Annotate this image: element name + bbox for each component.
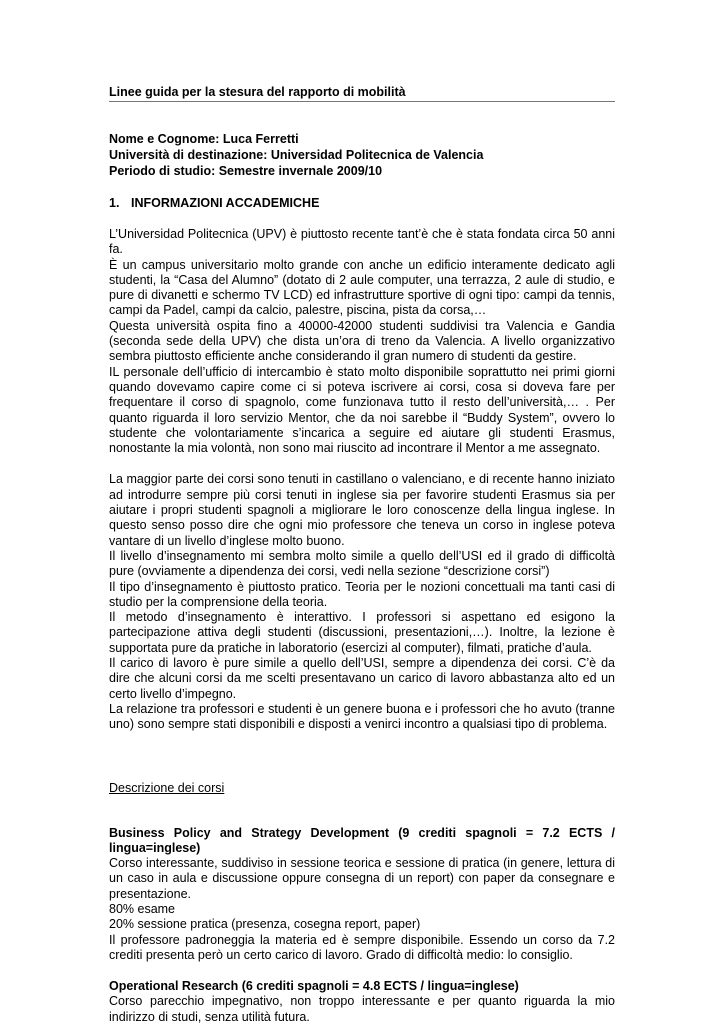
paragraph: L’Universidad Politecnica (UPV) è piuttosto recente tant’è che è stata fondata circa 50 anni fa.: [109, 227, 615, 257]
paragraph: Il livello d’insegnamento mi sembra molto simile a quello dell’USI ed il grado di difficoltà pure (ovviamente a dipendenza dei corsi, vedi nella sezione “descrizione corsi”): [109, 548, 615, 579]
course-line: Corso interessante, suddiviso in sessione teorica e sessione di pratica (in genere, lettura di un caso in aula e discussione oppure consegna di un report) con paper da consegnare e presentazione.: [109, 856, 615, 901]
course-operational-research: [109, 979, 615, 1025]
course-line: 80% esame: [109, 901, 176, 916]
section-number: 1.: [109, 196, 120, 210]
course-line: Il professore padroneggia la materia ed è sempre disponibile. Essendo un corso da 7.2 crediti presenta però un certo carico di lavoro. Grado di difficoltà medio: lo consiglio.: [109, 932, 615, 962]
paragraph: Il carico di lavoro è pure simile a quello dell’USI, sempre a dipendenza dei corsi. C’è da dire che alcuni corsi da me scelti presentavano un carico di lavoro abbastanza alto ed un certo livello d’impegno.: [109, 656, 615, 701]
course-line: Corso parecchio impegnativo, non troppo interessante e per quanto riguarda la mio indirizzo di studi, senza utilità futura.: [109, 994, 615, 1024]
paragraph: È un campus universitario molto grande con anche un edificio interamente dedicato agli studenti, la “Casa del Alumno” (dotato di 2 aule computer, una terrazza, 2 aule di studio, e pure di divanetti e schermo TV LCD) ed infrastrutture sportive di ogni tipo: campi da tennis, campi da Padel, campi da calcio, palestre, piscina, pista da corsa,…: [109, 257, 615, 318]
courses-heading: Descrizione dei corsi: [109, 780, 225, 795]
section-title: INFORMAZIONI ACCADEMICHE: [131, 196, 320, 210]
document-page: [109, 84, 615, 1025]
paragraph: La relazione tra professori e studenti è un genere buona e i professori che ho avuto (tranne uno) sono sempre stati disponibili e disposti a venirci incontro a qualsiasi tipo di problema.: [109, 701, 615, 732]
course-title: Business Policy and Strategy Development (9 crediti spagnoli = 7.2 ECTS / lingua=inglese): [109, 825, 615, 855]
student-info: [109, 131, 615, 179]
course-title: Operational Research (6 crediti spagnoli = 4.8 ECTS / lingua=inglese): [109, 979, 519, 994]
section-body-1: [109, 227, 615, 456]
paragraph: Questa università ospita fino a 40000-42000 studenti suddivisi tra Valencia e Gandia (seconda sede della UPV) che dista un’ora di treno da Valencia. A livello organizzativo sembra piuttosto efficiente anche considerando il gran numero di studenti da gestire.: [109, 318, 615, 364]
paragraph: IL personale dell’ufficio di intercambio è stato molto disponibile soprattutto nei primi giorni quando dovevamo capire come ci si poteva iscrivere ai corsi, cosa si doveva fare per frequentare il corso di spagnolo, come funzionava tutto il resto dell’università,… . Per quanto riguarda il loro servizio Mentor, che da noi sarebbe il “Buddy System”, ovvero lo studente che volontariamente s’incarica a seguire ed aiutare gli studenti Erasmus, nonostante la mia volontà, non sono mai riuscito ad incontrare il Mentor a me assegnato.: [109, 364, 615, 456]
course-business-policy: [109, 826, 615, 964]
study-period: Periodo di studio: Semestre invernale 2009/10: [109, 164, 383, 178]
destination-university: Università di destinazione: Universidad Politecnica de Valencia: [109, 148, 484, 162]
course-line: 20% sessione pratica (presenza, cosegna report, paper): [109, 917, 421, 932]
student-name: Nome e Cognome: Luca Ferretti: [109, 132, 299, 146]
paragraph: Il metodo d’insegnamento è interattivo. I professori si aspettano ed esigono la partecipazione attiva degli studenti (discussioni, presentazioni,…). Inoltre, la lezione è supportata pure da pratiche in laboratorio (esercizi al computer), filmati, pratiche d’aula.: [109, 610, 615, 655]
section-body-2: [109, 472, 615, 732]
section-heading: [109, 195, 615, 211]
document-title: Linee guida per la stesura del rapporto di mobilità: [109, 84, 615, 102]
paragraph: La maggior parte dei corsi sono tenuti in castillano o valenciano, e di recente hanno iniziato ad introdurre sempre più corsi tenuti in inglese sia per favorire studenti Erasmus sia per aiutare i propri studenti spagnoli a migliorare le loro conoscenze della lingua inglese. In questo senso posso dire che ogni mio professore che teneva un corso in inglese poteva vantare di un livello d’inglese molto buono.: [109, 472, 615, 548]
paragraph: Il tipo d’insegnamento è piuttosto pratico. Teoria per le nozioni concettuali ma tanti casi di studio per la comprensione della teoria.: [109, 579, 615, 609]
